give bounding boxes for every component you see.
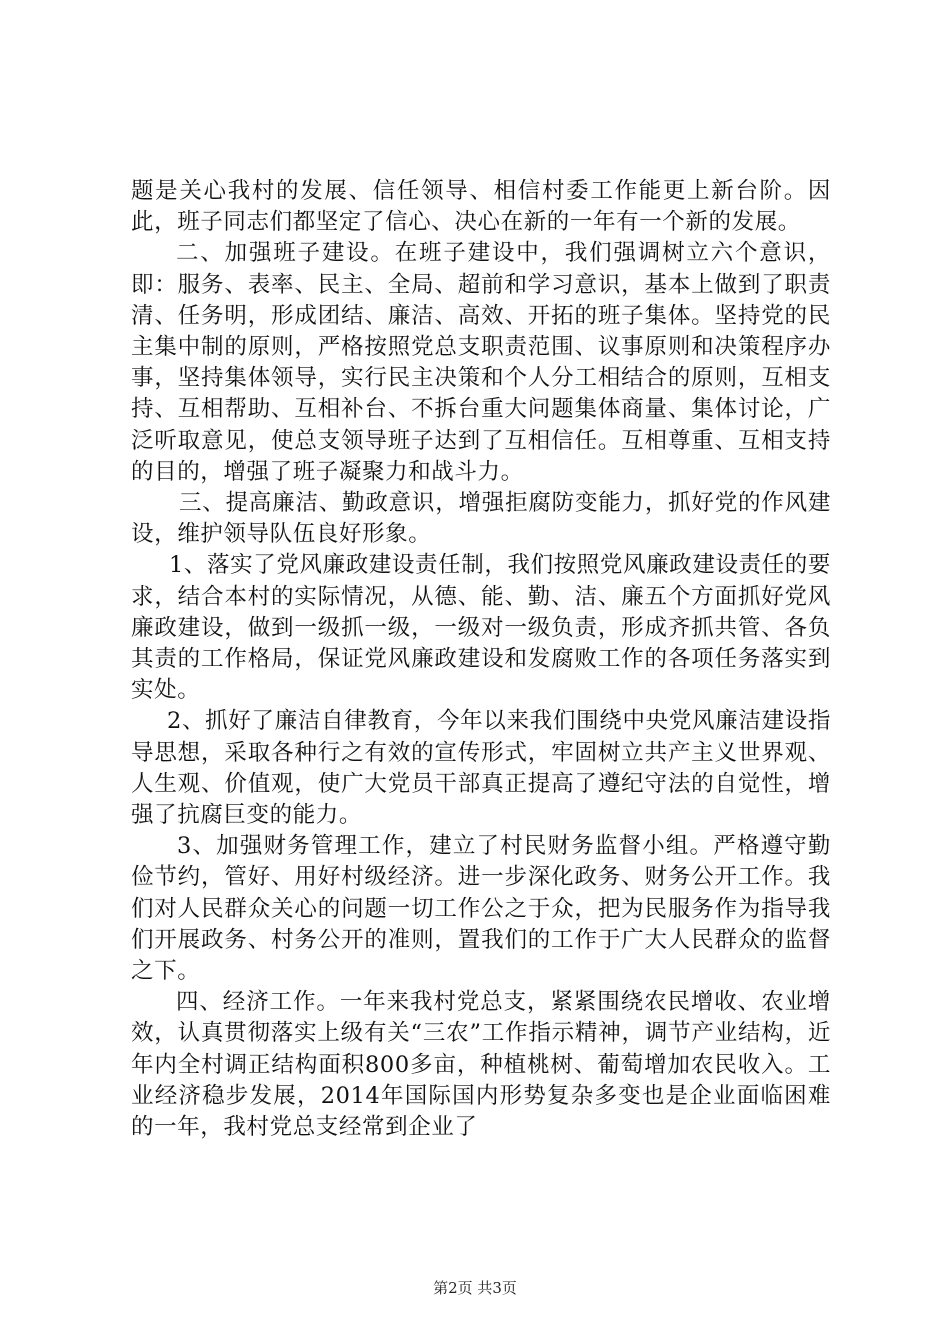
- paragraph-section-2: 二、加强班子建设。在班子建设中，我们强调树立六个意识，即：服务、表率、民主、全局、超前和学习意识，基本上做到了职责清、任务明，形成团结、廉洁、高效、开拓的班子集体。坚持党的民主集中制的原则，严格按照党总支职责范围、议事原则和决策程序办事，坚持集体领导，实行民主决策和个人分工相结合的原则，互相支持、互相帮助、互相补台、不拆台重大问题集体商量、集体讨论，广泛听取意见，使总支领导班子达到了互相信任。互相尊重、互相支持的目的，增强了班子凝聚力和战斗力。: [131, 240, 831, 485]
- paragraph-item-1: 1、落实了党风廉政建设责任制，我们按照党风廉政建设责任的要求，结合本村的实际情况，从德、能、勤、洁、廉五个方面抓好党风廉政建设，做到一级抓一级，一级对一级负责，形成齐抓共管、各负其责的工作格局，保证党风廉政建设和发腐败工作的各项任务落实到实处。: [131, 552, 831, 704]
- page-number-footer: 第2页 共3页: [433, 1279, 517, 1297]
- document-body: [131, 176, 831, 1143]
- paragraph-continuation: 题是关心我村的发展、信任领导、相信村委工作能更上新台阶。因此，班子同志们都坚定了信心、决心在新的一年有一个新的发展。: [131, 178, 831, 236]
- paragraph-section-3: 三、提高廉洁、勤政意识，增强拒腐防变能力，抓好党的作风建设，维护领导队伍良好形象。: [131, 490, 831, 548]
- paragraph-section-4: 四、经济工作。一年来我村党总支，紧紧围绕农民增收、农业增效，认真贯彻落实上级有关“三农”工作指示精神，调节产业结构，近年内全村调正结构面积800多亩，种植桃树、葡萄增加农民收入。工业经济稳步发展，2014年国际国内形势复杂多变也是企业面临困难的一年，我村党总支经常到企业了: [131, 989, 831, 1141]
- paragraph-item-3: 3、加强财务管理工作，建立了村民财务监督小组。严格遵守勤俭节约，管好、用好村级经济。进一步深化政务、财务公开工作。我们对人民群众关心的问题一切工作公之于众，把为民服务作为指导我们开展政务、村务公开的准则，置我们的工作于广大人民群众的监督之下。: [131, 833, 831, 985]
- paragraph-item-2: 2、抓好了廉洁自律教育，今年以来我们围绕中央党风廉洁建设指导思想，采取各种行之有效的宣传形式，牢固树立共产主义世界观、人生观、价值观，使广大党员干部真正提高了遵纪守法的自觉性，增强了抗腐巨变的能力。: [131, 708, 831, 829]
